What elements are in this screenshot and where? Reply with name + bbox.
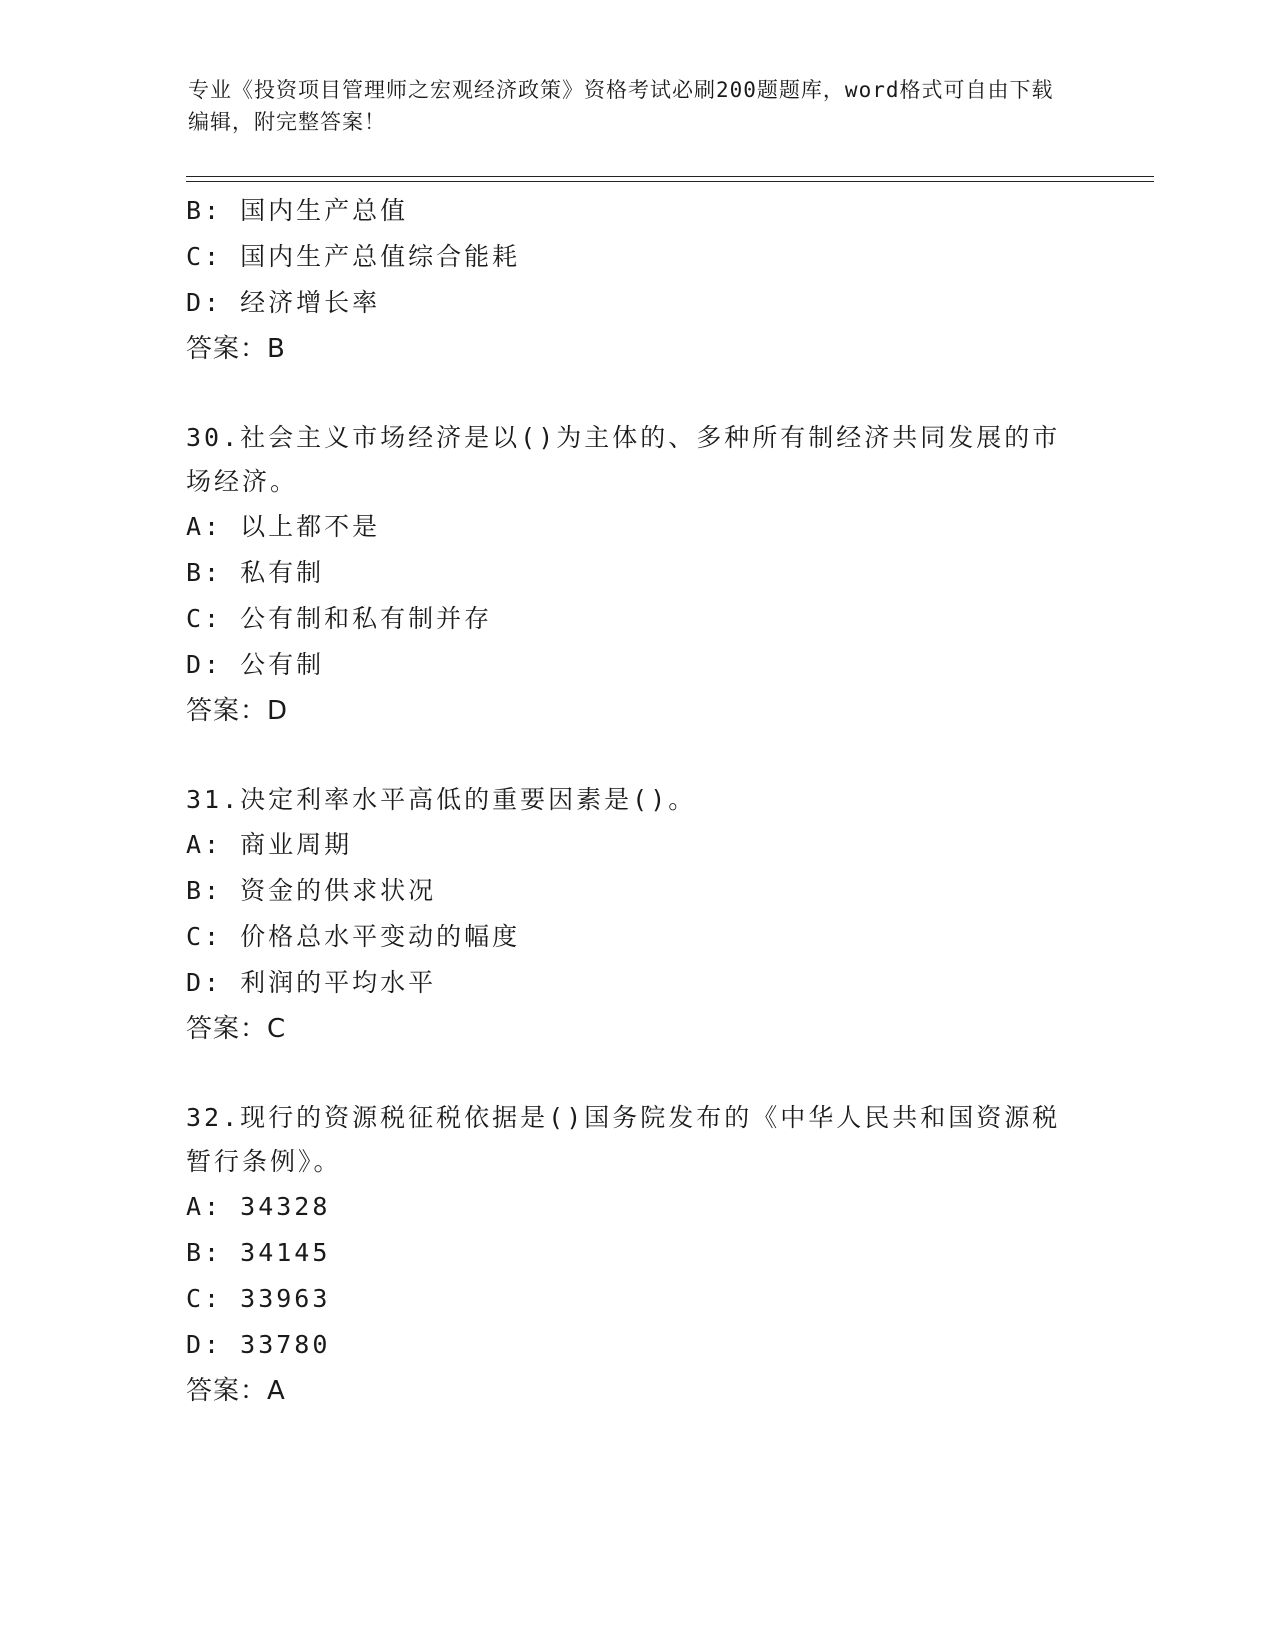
question-30	[186, 416, 1086, 734]
answer: 答案：A	[186, 1376, 286, 1406]
option-d: D: 经济增长率	[186, 288, 381, 317]
option-b: B: 私有制	[186, 558, 325, 587]
answer: 答案：D	[186, 696, 289, 726]
question-31	[186, 778, 1086, 1052]
question-32	[186, 1096, 1086, 1414]
option-a: A: 34328	[186, 1192, 331, 1221]
question-stem: 31.决定利率水平高低的重要因素是()。	[186, 785, 697, 814]
option-a: A: 商业周期	[186, 830, 353, 859]
option-d: D: 公有制	[186, 650, 325, 679]
question-stem: 30.社会主义市场经济是以()为主体的、多种所有制经济共同发展的市场经济。	[186, 423, 1061, 496]
question-29-tail	[186, 188, 1086, 372]
page-header: 专业《投资项目管理师之宏观经济政策》资格考试必刷200题题库，word格式可自由下载编辑，附完整答案！	[188, 78, 1054, 134]
header-divider	[186, 176, 1154, 182]
question-list	[186, 188, 1086, 1414]
option-b: B: 34145	[186, 1238, 331, 1267]
option-a: A: 以上都不是	[186, 512, 381, 541]
option-d: D: 利润的平均水平	[186, 968, 437, 997]
option-c: C: 价格总水平变动的幅度	[186, 922, 521, 951]
option-d: D: 33780	[186, 1330, 331, 1359]
option-b: B: 资金的供求状况	[186, 876, 437, 905]
question-stem: 32.现行的资源税征税依据是()国务院发布的《中华人民共和国资源税暂行条例》。	[186, 1103, 1061, 1176]
option-b: B: 国内生产总值	[186, 196, 409, 225]
option-c: C: 公有制和私有制并存	[186, 604, 493, 633]
option-c: C: 33963	[186, 1284, 331, 1313]
option-c: C: 国内生产总值综合能耗	[186, 242, 521, 271]
answer: 答案：B	[186, 334, 286, 364]
answer: 答案：C	[186, 1014, 287, 1044]
